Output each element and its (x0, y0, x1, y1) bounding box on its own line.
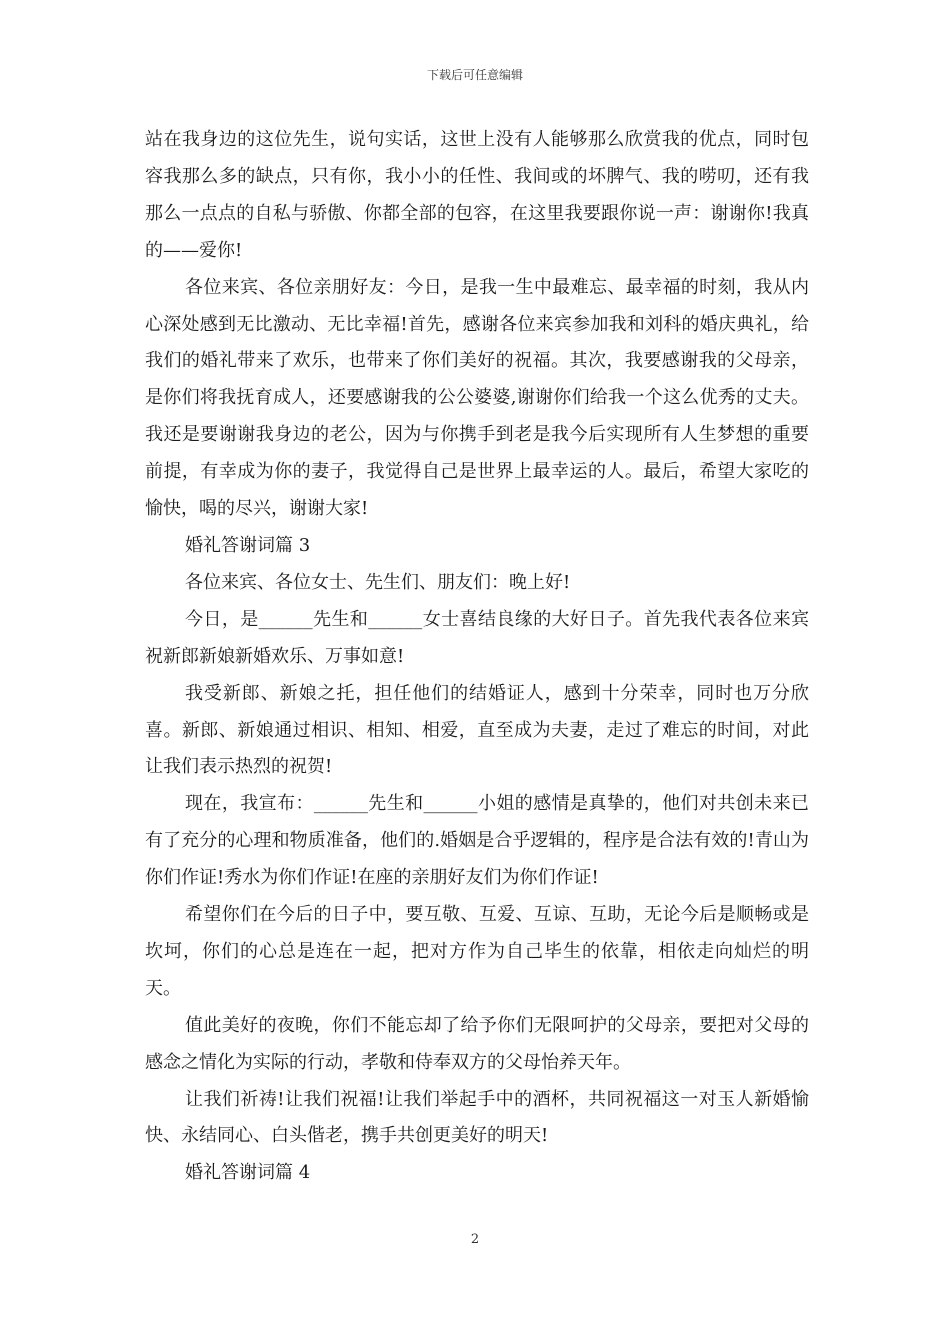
paragraph-8: 值此美好的夜晚，你们不能忘却了给予你们无限呵护的父母亲，要把对父母的感念之情化为实际的行动，孝敬和侍奉双方的父母怡养天年。 (145, 1014, 809, 1073)
paragraph-7: 希望你们在今后的日子中，要互敬、互爱、互谅、互助，无论今后是顺畅或是坎坷，你们的心总是连在一起，把对方作为自己毕生的依靠，相依走向灿烂的明天。 (145, 904, 809, 999)
paragraph-1: 站在我身边的这位先生，说句实话，这世上没有人能够那么欣赏我的优点，同时包容我那么多的缺点，只有你，我小小的任性、我间或的坏脾气、我的唠叨，还有我那么一点点的自私与骄傲、你都全部的包容，在这里我要跟你说一声：谢谢你!我真的——爱你! (145, 129, 809, 261)
paragraph-5: 我受新郎、新娘之托，担任他们的结婚证人，感到十分荣幸，同时也万分欣喜。新郎、新娘通过相识、相知、相爱，直至成为夫妻，走过了难忘的时间，对此让我们表示热烈的祝贺! (145, 682, 809, 778)
document-body (145, 122, 809, 1192)
paragraph-9: 让我们祈祷!让我们祝福!让我们举起手中的酒杯，共同祝福这一对玉人新婚愉快、永结同心、白头偕老，携手共创更美好的明天! (145, 1088, 809, 1147)
section-heading-4: 婚礼答谢词篇 4 (185, 1162, 311, 1184)
paragraph-greeting: 各位来宾、各位女士、先生们、朋友们：晚上好! (185, 571, 571, 593)
paragraph-4: 今日，是______先生和______女士喜结良缘的大好日子。首先我代表各位来宾祝新郎新娘新婚欢乐、万事如意! (145, 608, 809, 667)
page-number: 2 (470, 1232, 480, 1247)
paragraph-6: 现在，我宣布：______先生和______小姐的感情是真挚的，他们对共创未来已有了充分的心理和物质准备，他们的.婚姻是合乎逻辑的，程序是合法有效的!青山为你们作证!秀水为你们作证!在座的亲朋好友们为你们作证! (145, 793, 809, 889)
section-heading-3: 婚礼答谢词篇 3 (185, 534, 311, 556)
page-header: 下载后可任意编辑 (426, 68, 523, 82)
paragraph-2: 各位来宾、各位亲朋好友：今日，是我一生中最难忘、最幸福的时刻，我从内心深处感到无比激动、无比幸福!首先，感谢各位来宾参加我和刘科的婚庆典礼，给我们的婚礼带来了欢乐，也带来了你们美好的祝福。其次，我要感谢我的父母亲，是你们将我抚育成人，还要感谢我的公公婆婆,谢谢你们给我一个这么优秀的丈夫。我还是要谢谢我身边的老公，因为与你携手到老是我今后实现所有人生梦想的重要前提，有幸成为你的妻子，我觉得自己是世界上最幸运的人。最后，希望大家吃的愉快，喝的尽兴，谢谢大家! (145, 276, 809, 520)
